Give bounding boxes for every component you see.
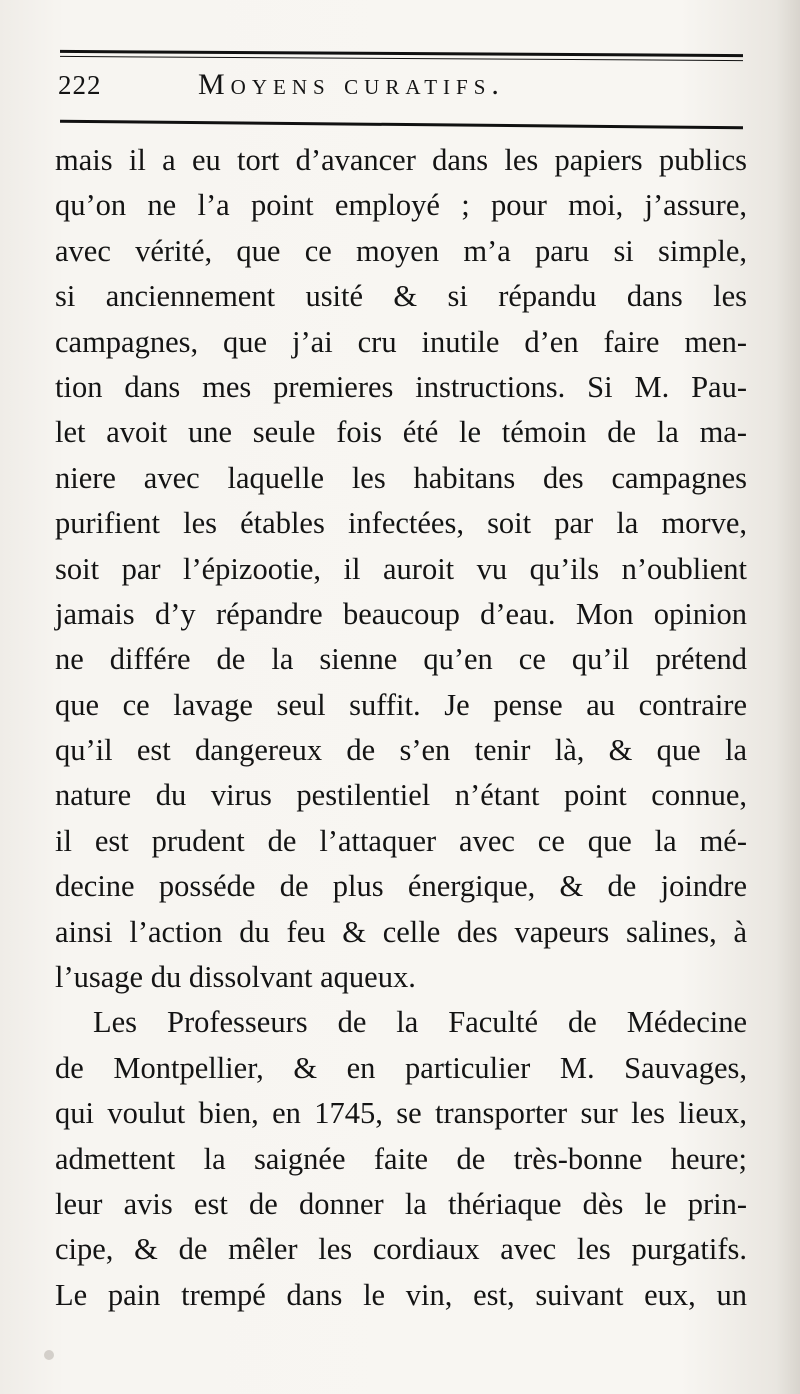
text-line: de Montpellier, & en particulier M. Sauvages, xyxy=(55,1050,747,1085)
text-line: decine posséde de plus énergique, & de joindre xyxy=(55,869,747,904)
text-line: let avoit une seule fois été le témoin de la ma- xyxy=(55,415,747,450)
text-line: qu’on ne l’a point employé ; pour moi, j’assure, xyxy=(55,188,747,223)
text-line: ainsi l’action du feu & celle des vapeurs salines, à xyxy=(55,914,747,949)
header-rule-top-thin xyxy=(60,56,743,61)
text-line: qu’il est dangereux de s’en tenir là, & que la xyxy=(55,733,747,768)
page-number: 222 xyxy=(58,70,102,100)
text-line: ne différe de la sienne qu’en ce qu’il prétend xyxy=(55,642,747,677)
text-line: avec vérité, que ce moyen m’a paru si simple, xyxy=(55,233,747,268)
text-line: campagnes, que j’ai cru inutile d’en faire men- xyxy=(55,324,747,359)
text-line: que ce lavage seul suffit. Je pense au contraire xyxy=(55,687,747,722)
text-line: Le pain trempé dans le vin, est, suivant eux, un xyxy=(55,1277,747,1312)
text-line: qui voulut bien, en 1745, se transporter sur les lieux, xyxy=(55,1096,747,1131)
text-line: Les Professeurs de la Faculté de Médecine xyxy=(93,1005,747,1040)
body-text xyxy=(55,138,747,1318)
text-line: l’usage du dissolvant aqueux. xyxy=(55,960,416,995)
text-line: mais il a eu tort d’avancer dans les papiers publics xyxy=(55,143,747,177)
text-line: si anciennement usité & si répandu dans les xyxy=(55,279,747,314)
header-rule-bottom xyxy=(60,120,743,130)
text-line: il est prudent de l’attaquer avec ce que la mé- xyxy=(55,823,747,858)
text-line: cipe, & de mêler les cordiaux avec les purgatifs. xyxy=(55,1232,747,1267)
paragraph-2 xyxy=(55,1000,747,1318)
text-line: leur avis est de donner la thériaque dès le prin- xyxy=(55,1186,747,1221)
running-head: Moyens curatifs. xyxy=(198,68,505,101)
text-line: admettent la saignée faite de très-bonne heure; xyxy=(55,1141,747,1176)
paper-speck xyxy=(44,1350,54,1360)
text-line: nature du virus pestilentiel n’étant point connue, xyxy=(55,778,747,813)
text-line: tion dans mes premieres instructions. Si M. Pau- xyxy=(55,369,747,404)
paragraph-1 xyxy=(55,138,747,1000)
text-line: soit par l’épizootie, il auroit vu qu’ils n’oublient xyxy=(55,551,747,586)
text-line: niere avec laquelle les habitans des campagnes xyxy=(55,460,747,495)
text-line: purifient les étables infectées, soit par la morve, xyxy=(55,506,747,541)
text-line: jamais d’y répandre beaucoup d’eau. Mon opinion xyxy=(55,596,747,631)
page-header xyxy=(58,70,748,110)
